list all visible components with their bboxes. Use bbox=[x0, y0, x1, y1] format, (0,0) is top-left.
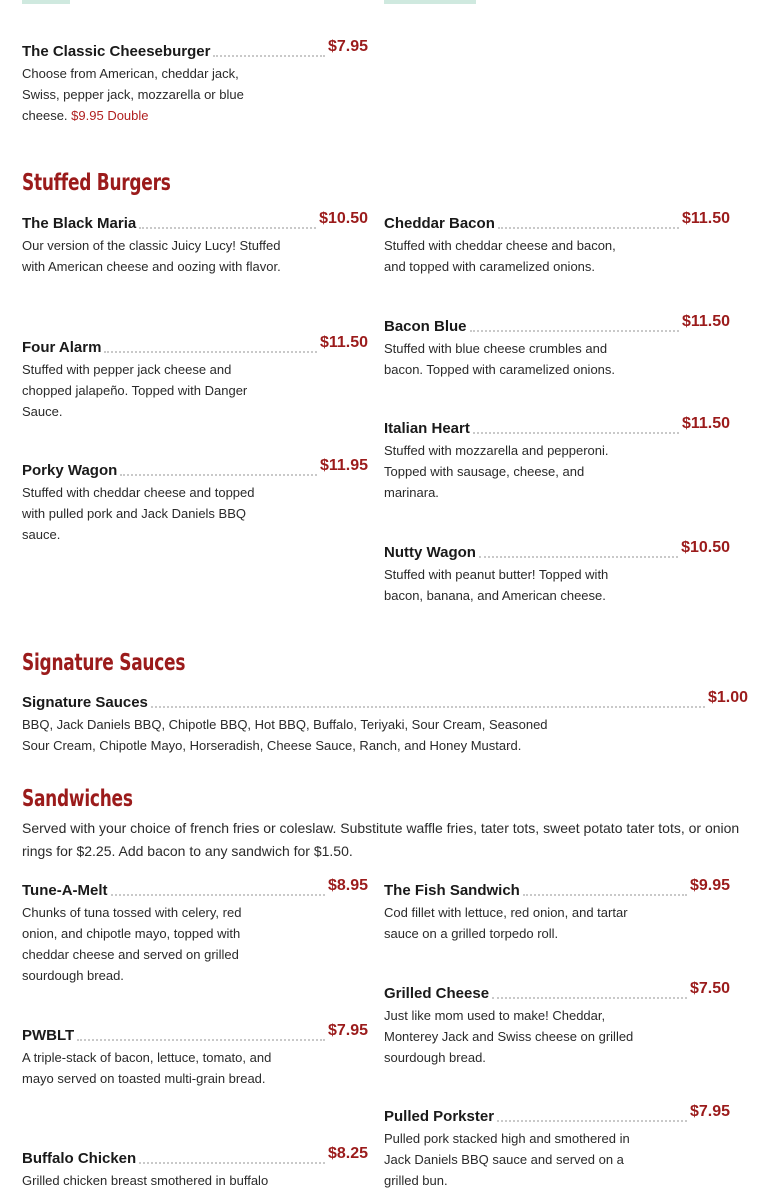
item-price: $8.25 bbox=[327, 1145, 368, 1162]
item-price: $10.50 bbox=[681, 539, 730, 556]
double-price-note: $9.95 Double bbox=[71, 108, 149, 123]
item-name: Tune-A-Melt bbox=[22, 882, 108, 899]
item-price: $7.95 bbox=[327, 38, 368, 55]
item-description: Chunks of tuna tossed with celery, red onion, and chipotle mayo, topped with cheddar cheese and served on grilled sourdough bread. bbox=[22, 905, 242, 983]
dot-leader bbox=[104, 351, 316, 353]
item-description: Our version of the classic Juicy Lucy! Stuffed with American cheese and oozing with flavor. bbox=[22, 238, 281, 274]
dot-leader bbox=[497, 1120, 687, 1122]
item-name: Four Alarm bbox=[22, 339, 102, 356]
clipped-text-fragment-left bbox=[22, 0, 70, 4]
menu-item-signature-sauces bbox=[22, 689, 748, 756]
item-price: $9.95 bbox=[689, 877, 730, 894]
item-name: The Fish Sandwich bbox=[384, 882, 520, 899]
menu-item-tune-a-melt bbox=[22, 877, 368, 986]
item-name: Pulled Porkster bbox=[384, 1108, 495, 1125]
item-name: PWBLT bbox=[22, 1027, 75, 1044]
dot-leader bbox=[139, 227, 316, 229]
item-price: $8.95 bbox=[327, 877, 368, 894]
item-price: $11.50 bbox=[319, 334, 368, 351]
item-name: The Classic Cheeseburger bbox=[22, 43, 211, 60]
item-name: Buffalo Chicken bbox=[22, 1150, 137, 1167]
item-description: Just like mom used to make! Cheddar, Monterey Jack and Swiss cheese on grilled sourdough bread. bbox=[384, 1008, 634, 1065]
item-description: Stuffed with peanut butter! Topped with bacon, banana, and American cheese. bbox=[384, 567, 609, 603]
dot-leader bbox=[77, 1039, 325, 1041]
item-price: $11.95 bbox=[319, 457, 368, 474]
item-name: Signature Sauces bbox=[22, 694, 148, 711]
item-description: Stuffed with cheddar cheese and topped with pulled pork and Jack Daniels BBQ sauce. bbox=[22, 485, 255, 542]
item-name: The Black Maria bbox=[22, 215, 137, 232]
dot-leader bbox=[479, 556, 678, 558]
item-description: Pulled pork stacked high and smothered in Jack Daniels BBQ sauce and served on a grilled bun. bbox=[384, 1131, 630, 1188]
dot-leader bbox=[213, 55, 325, 57]
item-price: $11.50 bbox=[681, 415, 730, 432]
section-title-signature-sauces: Signature Sauces bbox=[22, 650, 186, 676]
dot-leader bbox=[120, 474, 317, 476]
menu-item-classic-cheeseburger bbox=[22, 38, 368, 126]
item-price: $11.50 bbox=[681, 313, 730, 330]
item-description: Cod fillet with lettuce, red onion, and tartar sauce on a grilled torpedo roll. bbox=[384, 905, 628, 941]
menu-item-fish-sandwich bbox=[384, 877, 730, 944]
section-title-sandwiches: Sandwiches bbox=[22, 786, 133, 812]
item-name: Bacon Blue bbox=[384, 318, 467, 335]
section-title-stuffed-burgers: Stuffed Burgers bbox=[22, 170, 171, 196]
menu-item-four-alarm bbox=[22, 334, 368, 422]
item-description: Stuffed with cheddar cheese and bacon, and topped with caramelized onions. bbox=[384, 238, 616, 274]
item-description: Stuffed with pepper jack cheese and chopped jalapeño. Topped with Danger Sauce. bbox=[22, 362, 248, 419]
menu-item-pulled-porkster bbox=[384, 1103, 730, 1191]
item-name: Porky Wagon bbox=[22, 462, 118, 479]
menu-item-cheddar-bacon bbox=[384, 210, 730, 277]
item-price: $7.95 bbox=[327, 1022, 368, 1039]
dot-leader bbox=[523, 894, 687, 896]
item-description bbox=[22, 63, 262, 126]
item-price: $7.50 bbox=[689, 980, 730, 997]
dot-leader bbox=[492, 997, 687, 999]
item-description: Stuffed with blue cheese crumbles and bacon. Topped with caramelized onions. bbox=[384, 341, 616, 377]
menu-item-black-maria bbox=[22, 210, 368, 277]
dot-leader bbox=[473, 432, 679, 434]
menu-item-bacon-blue bbox=[384, 313, 730, 380]
item-price: $10.50 bbox=[319, 210, 368, 227]
dot-leader bbox=[139, 1162, 325, 1164]
item-description: Stuffed with mozzarella and pepperoni. Topped with sausage, cheese, and marinara. bbox=[384, 443, 609, 500]
item-name: Nutty Wagon bbox=[384, 544, 476, 561]
sandwiches-intro: Served with your choice of french fries or coleslaw. Substitute waffle fries, tater tots, sweet potato tater tots, or onion rings for $2.25. Add bacon to any sandwich for $1.50. bbox=[22, 820, 740, 859]
item-name: Cheddar Bacon bbox=[384, 215, 495, 232]
dot-leader bbox=[111, 894, 325, 896]
item-description: Grilled chicken breast smothered in buffalo bbox=[22, 1173, 269, 1188]
menu-item-buffalo-chicken bbox=[22, 1145, 368, 1191]
item-description: BBQ, Jack Daniels BBQ, Chipotle BBQ, Hot BBQ, Buffalo, Teriyaki, Sour Cream, Seasoned Sour Cream, Chipotle Mayo, Horseradish, Cheese Sauce, Ranch, and Honey Mustard. bbox=[22, 717, 548, 753]
dot-leader bbox=[470, 330, 679, 332]
item-description-text: Choose from American, cheddar jack, Swiss, pepper jack, mozzarella or blue cheese. bbox=[22, 66, 244, 123]
menu-item-pwblt bbox=[22, 1022, 368, 1089]
item-price: $11.50 bbox=[681, 210, 730, 227]
item-price: $7.95 bbox=[689, 1103, 730, 1120]
menu-item-italian-heart bbox=[384, 415, 730, 503]
item-name: Grilled Cheese bbox=[384, 985, 490, 1002]
menu-item-porky-wagon bbox=[22, 457, 368, 545]
dot-leader bbox=[151, 706, 705, 708]
clipped-text-fragment-right bbox=[384, 0, 476, 4]
dot-leader bbox=[498, 227, 679, 229]
item-description: A triple-stack of bacon, lettuce, tomato, and mayo served on toasted multi-grain bread. bbox=[22, 1050, 272, 1086]
menu-item-grilled-cheese bbox=[384, 980, 730, 1068]
item-price: $1.00 bbox=[707, 689, 748, 706]
item-name: Italian Heart bbox=[384, 420, 470, 437]
menu-item-nutty-wagon bbox=[384, 539, 730, 606]
